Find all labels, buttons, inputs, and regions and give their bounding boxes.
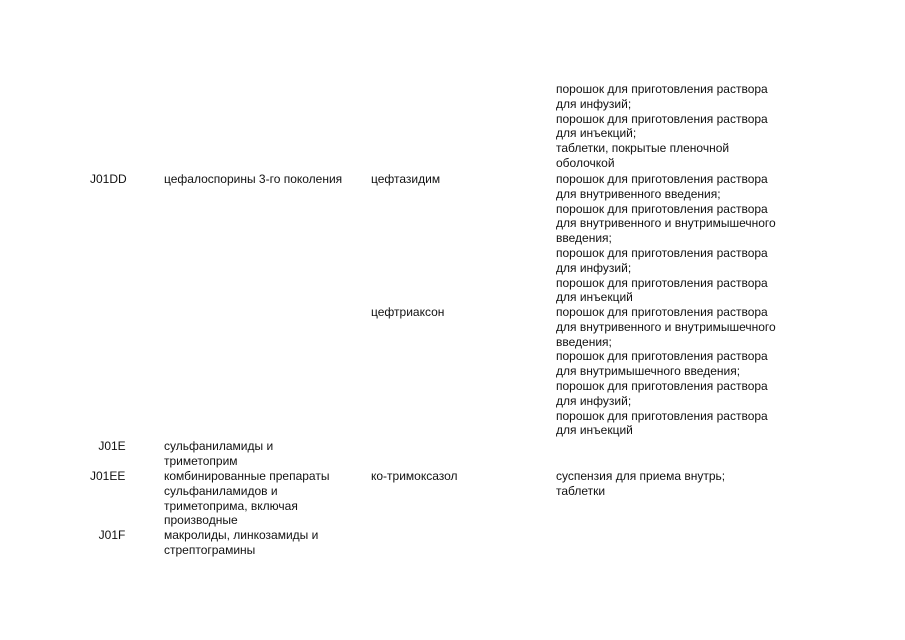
form-line: порошок для приготовления раствора <box>556 172 768 186</box>
dosage-forms-cell <box>556 305 886 438</box>
pharmacological-group <box>164 528 364 558</box>
pharmacological-group <box>164 172 364 187</box>
group-line: стрептограмины <box>164 542 256 557</box>
group-line: цефалоспорины 3-го поколения <box>164 172 343 186</box>
group-line: триметоприм <box>164 453 238 468</box>
group-line: сульфаниламидов и <box>164 483 278 498</box>
dosage-forms-cell <box>556 469 886 499</box>
form-line: порошок для приготовления раствора <box>556 245 768 260</box>
form-line: таблетки <box>556 483 606 498</box>
dosage-forms-cell <box>556 82 886 171</box>
atc-code: J01F <box>98 528 126 542</box>
form-line: для инъекций <box>556 423 633 438</box>
group-line: триметоприма, включая <box>164 498 298 513</box>
form-line: порошок для приготовления раствора <box>556 408 768 423</box>
form-line: для инъекций <box>556 290 633 305</box>
pharmacological-group <box>164 469 364 528</box>
form-line: для инъекций; <box>556 126 637 141</box>
form-line: для внутривенного введения; <box>556 186 721 201</box>
form-line: суспензия для приема внутрь; <box>556 469 726 483</box>
form-line: порошок для приготовления раствора <box>556 201 768 216</box>
form-line: порошок для приготовления раствора <box>556 378 768 393</box>
drug-name: цефтриаксон <box>371 305 445 319</box>
form-line: введения; <box>556 231 612 246</box>
form-line: для инфузий; <box>556 260 632 275</box>
form-line: порошок для приготовления раствора <box>556 82 768 96</box>
form-line: введения; <box>556 334 612 349</box>
form-line: для внутримышечного введения; <box>556 364 741 379</box>
form-line: порошок для приготовления раствора <box>556 111 768 126</box>
form-line: для инфузий; <box>556 393 632 408</box>
form-line: для внутривенного и внутримышечного <box>556 216 776 231</box>
pharmacological-group <box>164 439 364 469</box>
form-line: порошок для приготовления раствора <box>556 349 768 364</box>
form-line: для инфузий; <box>556 96 632 111</box>
atc-code: J01EE <box>90 469 126 483</box>
form-line: таблетки, покрытые пленочной <box>556 141 730 156</box>
form-line: оболочкой <box>556 155 615 170</box>
group-line: производные <box>164 513 238 528</box>
group-line: сульфаниламиды и <box>164 439 274 453</box>
group-line: комбинированные препараты <box>164 469 330 483</box>
group-line: макролиды, линкозамиды и <box>164 528 319 542</box>
dosage-forms-cell <box>556 172 886 305</box>
form-line: для внутривенного и внутримышечного <box>556 319 776 334</box>
form-line: порошок для приготовления раствора <box>556 275 768 290</box>
form-line: порошок для приготовления раствора <box>556 305 768 319</box>
atc-code: J01E <box>98 439 126 453</box>
atc-code: J01DD <box>90 172 127 186</box>
drug-name: ко-тримоксазол <box>371 469 458 483</box>
drug-name: цефтазидим <box>371 172 441 186</box>
